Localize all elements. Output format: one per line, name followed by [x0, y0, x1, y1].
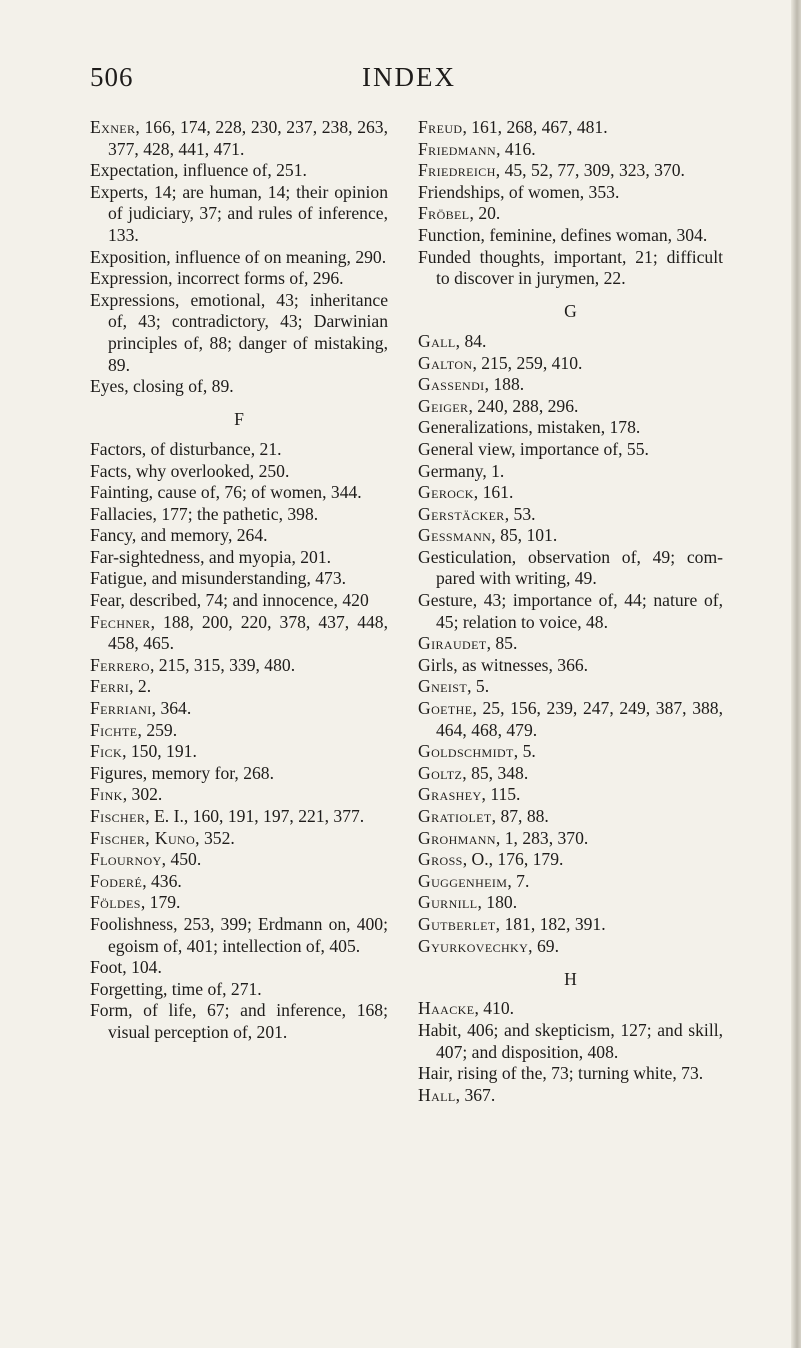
entry-name: Ferri — [90, 676, 130, 697]
page-edge — [791, 0, 801, 1348]
entry-text: , E. I., 160, 191, 197, 221, 377. — [145, 806, 365, 826]
index-entry — [418, 160, 723, 182]
entry-name: Fink — [90, 784, 123, 805]
entry-text: Function, feminine, defines woman, 304. — [418, 224, 708, 245]
entry-text: , 179. — [140, 892, 181, 913]
index-entry — [90, 117, 388, 160]
index-entry — [418, 698, 723, 741]
index-entry — [418, 871, 723, 893]
index-entry — [418, 504, 723, 526]
entry-name: Giraudet — [418, 633, 487, 654]
index-entry — [90, 525, 388, 547]
entry-name: Friedmann — [418, 138, 497, 159]
index-entry — [90, 504, 388, 526]
index-entry — [418, 892, 723, 914]
entry-name: Ferrero — [90, 654, 150, 675]
index-entry — [418, 247, 723, 290]
entry-text: , 410. — [474, 998, 515, 1019]
entry-name: Gratiolet — [418, 806, 492, 826]
entry-name: Guggenheim — [418, 870, 508, 891]
entry-name: Gneist — [418, 676, 468, 697]
entry-text: , 259. — [137, 719, 178, 740]
index-entry — [418, 417, 723, 439]
index-entry — [418, 182, 723, 204]
index-entry — [90, 439, 388, 461]
index-entry — [418, 225, 723, 247]
index-entry — [418, 525, 723, 547]
index-entry — [418, 374, 723, 396]
entry-text: , 87, 88. — [491, 806, 549, 826]
entry-text: , 5. — [513, 741, 536, 762]
index-entry — [418, 784, 723, 806]
entry-name: Freud — [418, 117, 463, 137]
entry-text: Factors, of disturbance, 21. — [90, 438, 282, 459]
entry-text: , 166, 174, 228, 230, 237, 238, 263, 377, 428, 441, 471. — [108, 117, 388, 159]
entry-text: , 161, 268, 467, 481. — [462, 117, 608, 137]
index-entry — [90, 182, 388, 247]
entry-text: , 1, 283, 370. — [495, 827, 589, 848]
section-letter: H — [564, 968, 577, 989]
index-entry — [418, 998, 723, 1020]
index-entry — [90, 376, 388, 398]
index-entry — [418, 117, 723, 139]
index-entry — [90, 806, 388, 828]
index-entry — [418, 914, 723, 936]
entry-name: Goldschmidt — [418, 741, 514, 762]
entry-text: Generalizations, mistaken, 178. — [418, 417, 641, 438]
entry-name: Gerock — [418, 482, 474, 503]
index-entry — [90, 268, 388, 290]
index-entry — [418, 633, 723, 655]
entry-name: Friedreich — [418, 160, 496, 181]
index-entry — [418, 331, 723, 353]
entry-name: Ferriani — [90, 698, 152, 719]
entry-name: Fischer — [90, 806, 146, 826]
entry-text: Expression, incorrect forms of, 296. — [90, 268, 344, 289]
entry-text: , 450. — [161, 849, 202, 870]
entry-text: Germany, 1. — [418, 460, 505, 481]
entry-text: , 188, 200, 220, 378, 437, 448, 458, 465. — [108, 611, 388, 654]
entry-text: , 302. — [122, 784, 163, 805]
entry-text: Fatigue, and misunderstanding, 473. — [90, 568, 347, 589]
index-entry — [90, 784, 388, 806]
page-header — [90, 62, 730, 102]
index-entry — [418, 849, 723, 871]
index-entry — [90, 828, 388, 850]
entry-text: , 85, 348. — [462, 762, 529, 783]
index-entry — [90, 655, 388, 677]
entry-text: , 367. — [455, 1084, 496, 1105]
index-entry — [90, 568, 388, 590]
entry-name: Geiger — [418, 395, 469, 416]
entry-text: Friendships, of women, 353. — [418, 181, 620, 202]
entry-text: , O., 176, 179. — [462, 849, 564, 870]
entry-text: , 85. — [486, 633, 518, 654]
index-entry — [90, 547, 388, 569]
entry-text: Foolishness, 253, 399; Erdmann on, 400; egoism of, 401; intellection of, 405. — [90, 913, 388, 956]
entry-text: General view, importance of, 55. — [418, 438, 649, 459]
entry-text: , 45, 52, 77, 309, 323, 370. — [495, 160, 685, 181]
entry-name: Gutberlet — [418, 913, 496, 934]
entry-text: , 2. — [129, 676, 152, 697]
entry-text: , 7. — [507, 870, 530, 891]
index-entry — [418, 203, 723, 225]
entry-text: , 240, 288, 296. — [468, 395, 579, 416]
index-entry — [90, 482, 388, 504]
entry-text: Hair, rising of the, 73; turning white, 73. — [418, 1063, 704, 1084]
index-entry — [418, 1085, 723, 1107]
index-entry — [418, 353, 723, 375]
entry-text: , 161. — [473, 482, 514, 503]
entry-name: Goethe — [418, 698, 473, 719]
index-entry — [90, 590, 388, 612]
entry-text: , 181, 182, 391. — [495, 913, 606, 934]
index-entry — [418, 1063, 723, 1085]
index-entry — [418, 590, 723, 633]
index-entry — [418, 439, 723, 461]
section-letter: G — [564, 301, 577, 322]
entry-text: Funded thoughts, important, 21; difficult to discover in jurymen, 22. — [418, 246, 723, 289]
entry-text: Fear, described, 74; and innocence, 420 — [90, 590, 369, 611]
entry-text: , 84. — [455, 330, 487, 351]
entry-name: Fichte — [90, 719, 138, 740]
page-number: 506 — [90, 62, 134, 92]
index-entry — [418, 828, 723, 850]
entry-text: , 416. — [496, 138, 536, 159]
entry-name: Gessmann — [418, 525, 492, 546]
entry-text: Figures, memory for, 268. — [90, 762, 275, 783]
entry-name: Gerstäcker — [418, 503, 505, 524]
entry-name: Foderé — [90, 870, 143, 891]
entry-text: , 85, 101. — [491, 525, 558, 546]
section-letter: F — [234, 409, 244, 430]
entry-name: Földes — [90, 892, 141, 913]
index-entry — [90, 290, 388, 376]
entry-name: Grashey — [418, 784, 482, 805]
index-entry — [90, 720, 388, 742]
entry-text: Exposition, influence of on meaning, 290. — [90, 246, 387, 267]
entry-name: Fick — [90, 741, 123, 762]
index-entry — [418, 763, 723, 785]
index-entry — [90, 871, 388, 893]
index-entry — [418, 676, 723, 698]
entry-name: Gyurkovechky — [418, 935, 529, 956]
entry-text: Girls, as witnesses, 366. — [418, 654, 589, 675]
entry-name: Goltz — [418, 762, 463, 783]
index-entry — [418, 396, 723, 418]
entry-text: , 25, 156, 239, 247, 249, 387, 388, 464, 468, 479. — [436, 698, 723, 740]
index-entry — [90, 849, 388, 871]
entry-text: Expectation, influence of, 251. — [90, 160, 307, 181]
entry-name: Fischer, Kuno — [90, 827, 196, 848]
index-entry — [90, 676, 388, 698]
entry-text: Far-sightedness, and myopia, 201. — [90, 546, 332, 567]
index-entry — [418, 461, 723, 483]
index-entry — [418, 655, 723, 677]
entry-text: , 436. — [142, 870, 182, 891]
index-column-left — [90, 117, 388, 1044]
index-entry — [418, 139, 723, 161]
entry-text: , 188. — [484, 374, 525, 395]
entry-name: Flournoy — [90, 849, 162, 870]
index-entry — [90, 957, 388, 979]
entry-name: Gall — [418, 330, 456, 351]
entry-text: Forgetting, time of, 271. — [90, 978, 262, 999]
entry-name: Hall — [418, 1084, 456, 1105]
entry-name: Fechner — [90, 611, 151, 632]
entry-text: Experts, 14; are human, 14; their opinion of judiciary, 37; and rules of inference, 133. — [90, 181, 388, 245]
entry-name: Grohmann — [418, 827, 496, 848]
entry-text: Eyes, closing of, 89. — [90, 376, 234, 397]
index-entry — [418, 482, 723, 504]
index-entry — [90, 461, 388, 483]
entry-text: Facts, why overlooked, 250. — [90, 460, 290, 481]
entry-text: , 69. — [528, 935, 559, 956]
index-entry — [90, 892, 388, 914]
entry-text: Habit, 406; and skepticism, 127; and skill, 407; and disposition, 408. — [418, 1019, 723, 1062]
entry-text: , 215, 315, 339, 480. — [149, 654, 296, 675]
index-entry — [90, 763, 388, 785]
entry-name: Gross — [418, 849, 463, 870]
entry-text: Foot, 104. — [90, 957, 162, 978]
entry-text: , 115. — [481, 784, 521, 805]
index-entry — [90, 247, 388, 269]
entry-text: , 215, 259, 410. — [472, 352, 583, 373]
entry-text: Fainting, cause of, 76; of women, 344. — [90, 482, 362, 503]
entry-text: , 364. — [151, 698, 192, 719]
entry-name: Gassendi — [418, 374, 485, 395]
index-entry — [418, 806, 723, 828]
entry-text: , 20. — [469, 203, 501, 224]
entry-name: Galton — [418, 352, 473, 373]
index-entry — [90, 1000, 388, 1043]
entry-text: Fallacies, 177; the pathetic, 398. — [90, 503, 319, 524]
entry-text: , 352. — [195, 827, 235, 848]
entry-text: , 180. — [477, 892, 518, 913]
entry-text: Expressions, emotional, 43; inheritance of, 43; contradictory, 43; Darwinian principles of, 88; danger of mistaking, 89. — [90, 289, 388, 375]
entry-name: Gurnill — [418, 892, 478, 913]
index-entry — [418, 936, 723, 958]
index-entry — [90, 979, 388, 1001]
entry-text: , 53. — [504, 503, 536, 524]
entry-text: , 150, 191. — [122, 741, 197, 762]
entry-text: Form, of life, 67; and inference, 168; visual perception of, 201. — [90, 1000, 388, 1042]
index-entry — [90, 612, 388, 655]
index-entry — [90, 698, 388, 720]
index-entry — [90, 160, 388, 182]
entry-name: Fröbel — [418, 203, 470, 224]
index-entry — [90, 914, 388, 957]
entry-text: Gesticulation, observation of, 49; compared with writing, 49. — [418, 546, 723, 589]
index-entry — [418, 741, 723, 763]
index-entry — [418, 547, 723, 590]
entry-text: Gesture, 43; importance of, 44; nature of, 45; relation to voice, 48. — [418, 590, 723, 632]
index-entry — [90, 741, 388, 763]
entry-text: , 5. — [467, 676, 490, 697]
entry-text: Fancy, and memory, 264. — [90, 525, 268, 546]
running-head: INDEX — [362, 62, 456, 92]
entry-name: Haacke — [418, 998, 475, 1019]
entry-name: Exner — [90, 117, 136, 137]
index-column-right — [418, 117, 723, 1106]
index-entry — [418, 1020, 723, 1063]
